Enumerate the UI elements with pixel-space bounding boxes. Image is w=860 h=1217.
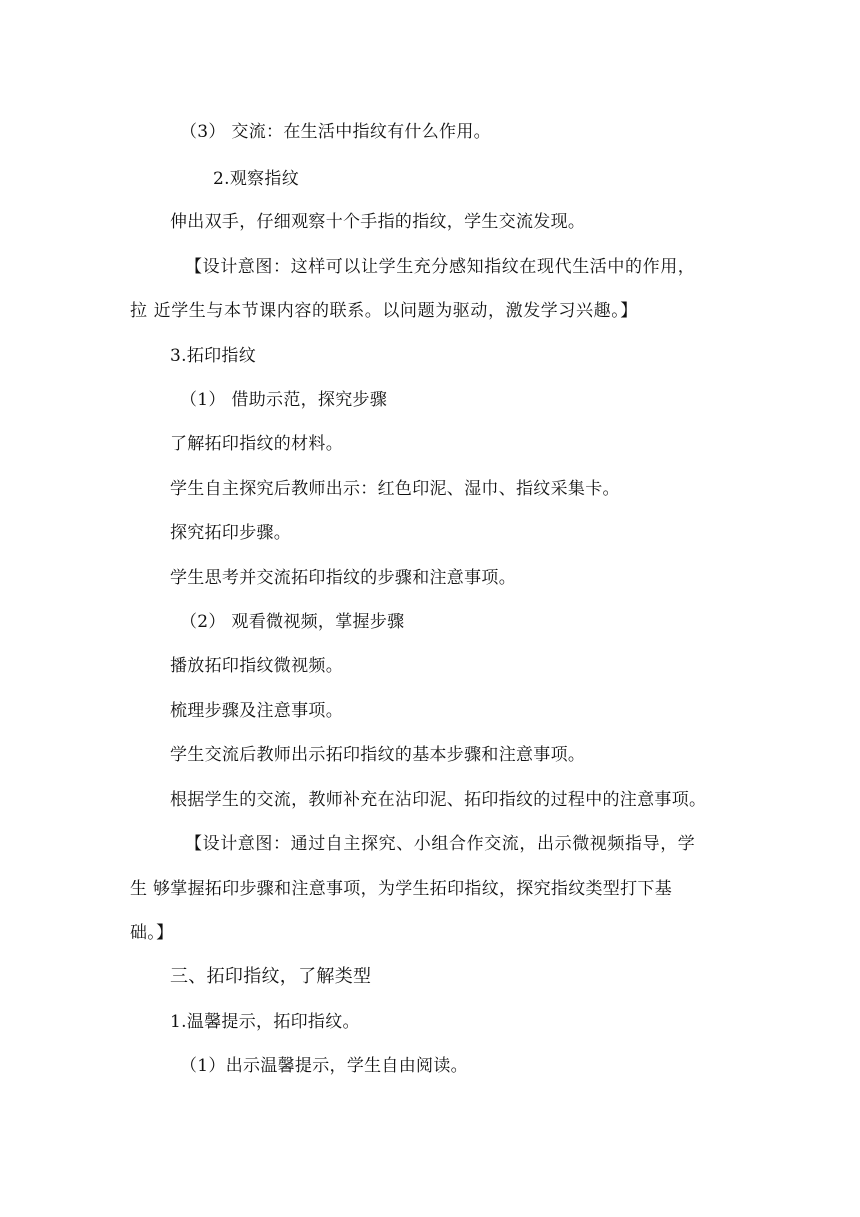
section-heading-three: 三、拓印指纹，了解类型 [170,966,372,987]
design-intent-2-line-1: 【设计意图：通过自主探究、小组合作交流，出示微视频指导，学 [185,834,696,854]
text-line-stretch-hands: 伸出双手，仔细观察十个手指的指纹，学生交流发现。 [170,212,586,232]
text-line-exchange-question: （3） 交流：在生活中指纹有什么作用。 [180,122,491,142]
design-intent-2-line-2: 生 够掌握拓印步骤和注意事项，为学生拓印指纹，探究指纹类型打下基 [130,879,673,899]
text-line-play-video: 播放拓印指纹微视频。 [170,656,343,676]
section-heading-observe-fingerprints: 2.观察指纹 [213,169,300,189]
text-line-teacher-shows-materials: 学生自主探究后教师出示：红色印泥、湿巾、指纹采集卡。 [170,479,620,499]
design-intent-1-line-2: 拉 近学生与本节课内容的联系。以问题为驱动，激发学习兴趣。】 [130,301,638,321]
text-line-students-discuss: 学生思考并交流拓印指纹的步骤和注意事项。 [170,568,516,588]
text-line-warm-tip: 1.温馨提示，拓印指纹。 [170,1012,360,1032]
text-line-sort-steps: 梳理步骤及注意事项。 [170,701,343,721]
text-line-explore-steps: 探究拓印步骤。 [170,523,292,543]
subheading-demo-steps: （1） 借助示范，探究步骤 [180,390,388,410]
design-intent-1-line-1: 【设计意图：这样可以让学生充分感知指纹在现代生活中的作用， [185,257,696,277]
section-heading-print-fingerprints: 3.拓印指纹 [170,346,257,366]
text-line-materials: 了解拓印指纹的材料。 [170,434,343,454]
text-line-teacher-supplements: 根据学生的交流，教师补充在沾印泥、拓印指纹的过程中的注意事项。 [170,790,707,810]
design-intent-2-line-3: 础。】 [130,923,174,943]
text-line-teacher-shows-steps: 学生交流后教师出示拓印指纹的基本步骤和注意事项。 [170,745,586,765]
subheading-watch-video: （2） 观看微视频，掌握步骤 [180,612,405,632]
text-line-show-warm-tip: （1）出示温馨提示，学生自由阅读。 [180,1056,468,1076]
